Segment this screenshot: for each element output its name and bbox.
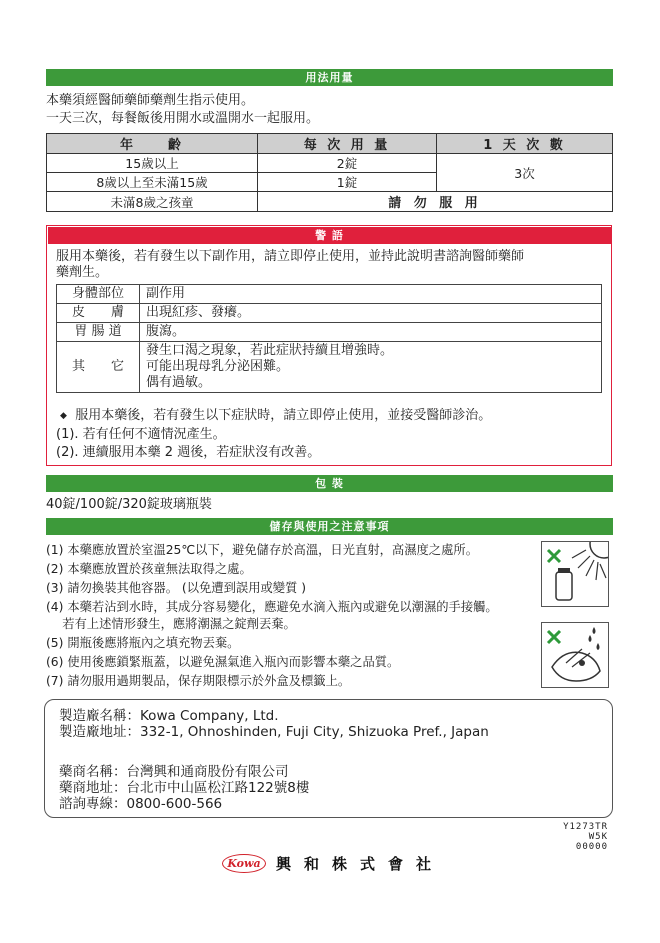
side-effect-line: 可能出現母乳分泌困難。 (146, 359, 290, 374)
warning-intro-2: 藥劑生。 (56, 265, 109, 280)
code-line: 00000 (575, 842, 608, 852)
age-cell: 15歲以上 (47, 154, 258, 173)
footer (222, 853, 444, 874)
body-part-gi: 胃 腸 道 (57, 323, 140, 342)
warning-condition-2: (2). 連續服用本藥 2 週後，若症狀沒有改善。 (56, 445, 321, 460)
table-row (57, 323, 602, 342)
warning-condition-1: (1). 若有任何不適情況產生。 (56, 427, 226, 442)
manufacturer-address: 製造廠地址：332-1, Ohnoshinden, Fuji City, Shizuoka Pref., Japan (59, 724, 489, 740)
storage-item: (6) 使用後應鎖緊瓶蓋，以避免濕氣進入瓶內而影響本藥之品質。 (46, 655, 400, 669)
header-age: 年 齡 (47, 134, 258, 154)
dose-cell: 1錠 (258, 173, 437, 192)
table-row (57, 342, 602, 393)
no-sunlight-icon (541, 541, 609, 607)
warning-section-header: 警 語 (48, 227, 611, 244)
usage-instruction-2: 一天三次，每餐飯後用開水或溫開水一起服用。 (46, 111, 320, 126)
header-side-effect: 副作用 (140, 285, 602, 304)
warning-bullet (60, 408, 491, 424)
package-text: 40錠/100錠/320錠玻璃瓶裝 (46, 497, 212, 512)
dealer-address: 藥商地址：台北市中山區松江路122號8樓 (59, 780, 310, 796)
storage-section-header: 儲存與使用之注意事項 (46, 518, 613, 535)
dosage-row (47, 192, 613, 212)
storage-item: (2) 本藥應放置於孩童無法取得之處。 (46, 562, 252, 576)
hotline: 諮詢專線：0800-600-566 (59, 796, 223, 812)
no-wet-hands-icon (541, 622, 609, 688)
side-effect (140, 342, 602, 393)
dealer-name: 藥商名稱：台灣興和通商股份有限公司 (59, 764, 289, 780)
package-section-header: 包 裝 (46, 475, 613, 492)
storage-item: (7) 請勿服用過期製品，保存期限標示於外盒及標籤上。 (46, 674, 351, 688)
manufacturer-box (44, 699, 613, 818)
storage-item: (4) 本藥若沾到水時，其成分容易變化，應避免水滴入瓶內或避免以潮濕的手接觸。 (46, 600, 498, 614)
code-line: W5K (588, 832, 608, 842)
storage-item: (3) 請勿換裝其他容器。 (以免遭到誤用或變質 ) (46, 581, 307, 595)
dose-cell: 2錠 (258, 154, 437, 173)
times-cell: 3次 (437, 154, 613, 192)
dosage-row (47, 154, 613, 173)
side-effect: 腹瀉。 (140, 323, 602, 342)
header-body-part: 身體部位 (57, 285, 140, 304)
header-dose: 每 次 用 量 (258, 134, 437, 154)
storage-item: (5) 開瓶後應將瓶內之填充物丟棄。 (46, 636, 240, 650)
kowa-logo: Kowa (222, 854, 266, 873)
caution-icons (541, 541, 609, 703)
dosage-table (46, 133, 613, 212)
age-cell: 未滿8歲之孩童 (47, 192, 258, 212)
product-code (563, 822, 608, 852)
side-effect: 出現紅疹、發癢。 (140, 304, 602, 323)
storage-item: 若有上述情形發生，應將潮濕之錠劑丟棄。 (46, 617, 296, 631)
storage-item: (1) 本藥應放置於室溫25℃以下，避免儲存於高溫，日光直射，高濕度之處所。 (46, 543, 478, 557)
body-part-other: 其 它 (57, 342, 140, 393)
warning-intro-1: 服用本藥後，若有發生以下副作用，請立即停止使用，並持此說明書諮詢醫師藥師 (56, 249, 525, 264)
header-times: 1 天 次 數 (437, 134, 613, 154)
body-part-skin: 皮 膚 (57, 304, 140, 323)
side-effects-table (56, 284, 602, 393)
table-row (57, 304, 602, 323)
side-effect-line: 發生口渴之現象，若此症狀持續且增強時。 (146, 343, 394, 358)
side-effect-line: 偶有過敏。 (146, 375, 212, 390)
usage-instruction-1: 本藥須經醫師藥師藥劑生指示使用。 (46, 93, 255, 108)
warning-bullet-text: 服用本藥後，若有發生以下症狀時，請立即停止使用，並接受醫師診治。 (75, 408, 492, 423)
code-line: Y1273TR (563, 822, 608, 832)
usage-section-header: 用法用量 (46, 69, 613, 86)
diamond-bullet-icon: ◆ (60, 411, 67, 421)
company-name: 興和株式會社 (276, 855, 445, 873)
do-not-use-cell: 請 勿 服 用 (258, 192, 613, 212)
age-cell: 8歲以上至未滿15歲 (47, 173, 258, 192)
manufacturer-name: 製造廠名稱：Kowa Company, Ltd. (59, 708, 279, 724)
